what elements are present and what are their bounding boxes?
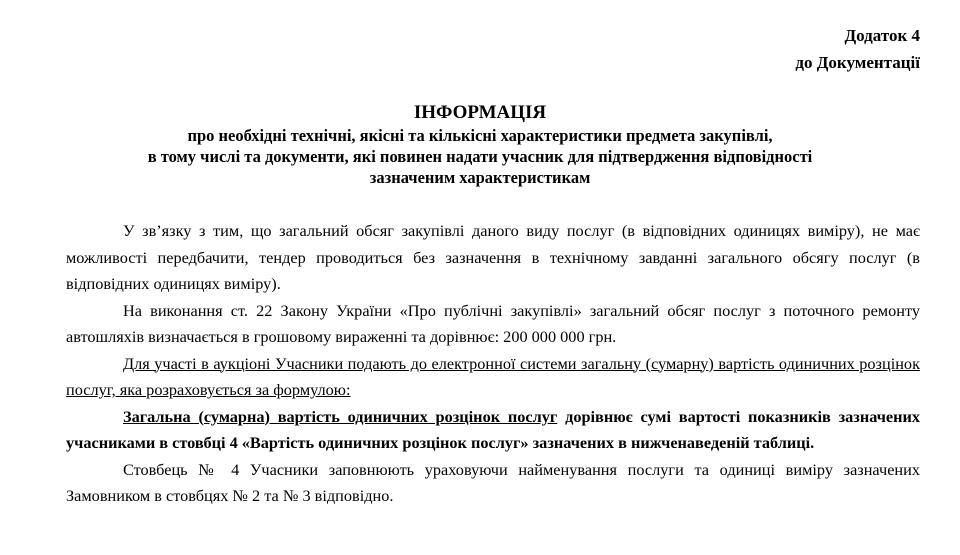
appendix-block [795,22,920,76]
heading-line-3: зазначеним характеристикам [369,168,591,187]
paragraph-formula [66,404,920,457]
document-title: ІНФОРМАЦІЯ [413,102,547,123]
appendix-number: Додаток 4 [844,26,920,45]
heading-line-2: в тому числі та документи, які повинен надати учасник для підтвердження відповідності [147,147,813,166]
paragraph-auction-participation: Для участі в аукціоні Учасники подають до електронної системи загальну (сумарну) вартість одиничних розцінок послуг, яка розраховується за формулою: [66,353,920,399]
formula-term: Загальна (сумарна) вартість одиничних розцінок послуг [123,406,558,426]
paragraph-column-4: Стовбець № 4 Учасники заповнюють ураховуючи найменування послуги та одиниці виміру зазначених Замовником в стовбцях № 2 та № 3 відповідно. [66,459,920,505]
document-body [66,218,920,510]
paragraph-volume-unknown: У зв’язку з тим, що загальний обсяг закупівлі даного виду послуг (в відповідних одиницях виміру), не має можливості передбачити, тендер проводиться без зазначення в технічному завданні загального обсягу послуг (в відповідних одиницях виміру). [66,221,920,293]
formula-definition: дорівнює сумі вартості показників зазначених учасниками в стовбці 4 «Вартість одиничних розцінок послуг» зазначених в нижченаведеній таблиці. [66,406,921,452]
appendix-reference: до Документації [795,53,920,72]
heading-line-1: про необхідні технічні, якісні та кількісні характеристики предмета закупівлі, [187,126,773,145]
paragraph-total-volume: На виконання ст. 22 Закону України «Про публічні закупівлі» загальний обсяг послуг з поточного ремонту автошляхів визначається в грошовому вираженні та дорівнює: 200 000 000 грн. [66,300,920,346]
document-heading [0,101,960,188]
